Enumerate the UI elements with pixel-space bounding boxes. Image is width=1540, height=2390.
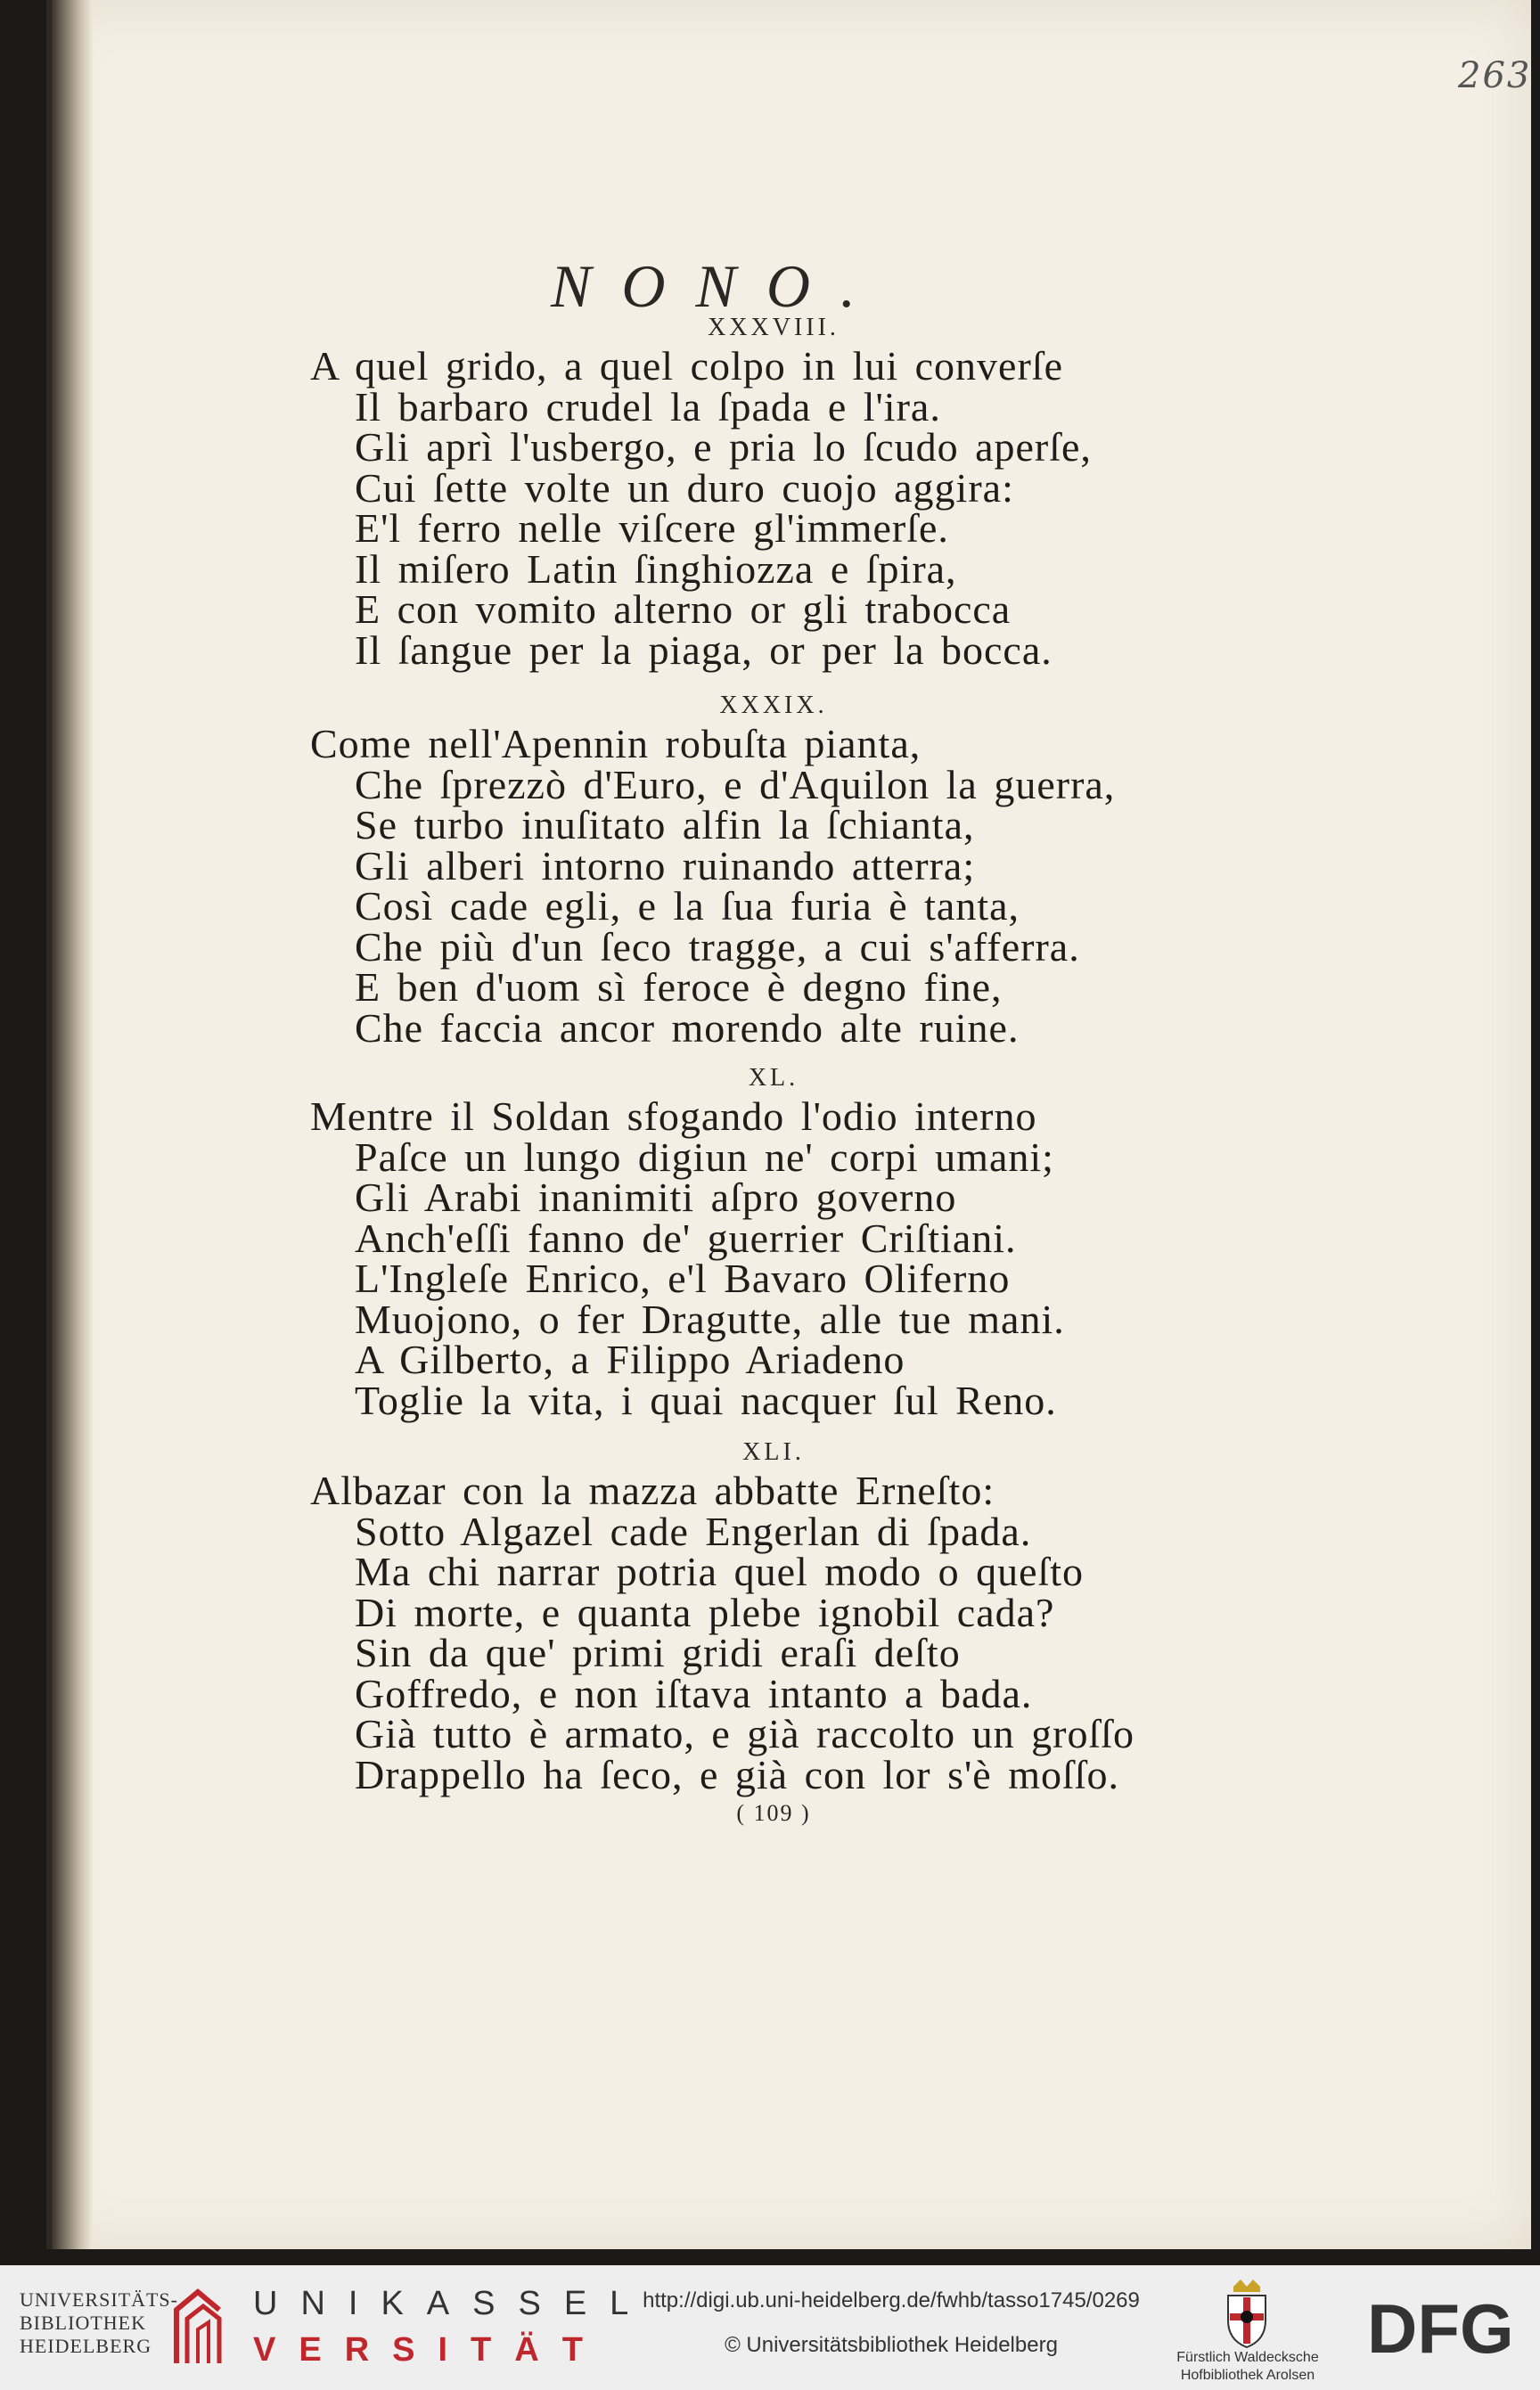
- page-gutter: [52, 0, 93, 2249]
- verse-line: Toglie la vita, i quai nacquer ſul Reno.: [355, 1377, 1057, 1423]
- crest-icon: [1216, 2278, 1278, 2349]
- verse-line: E con vomito alterno or gli trabocca: [355, 586, 1012, 632]
- verse-line: Che ſprezzò d'Euro, e d'Aquilon la guerra,: [355, 761, 1116, 807]
- verse-line: Che più d'un ſeco tragge, a cui s'afferra.: [355, 923, 1080, 970]
- stanza-xl: [310, 1093, 1290, 1423]
- verse-line: Se turbo inuſitato alfin la ſchianta,: [355, 802, 975, 847]
- folio-pencil-mark: 263: [1458, 55, 1532, 96]
- verse-line: Il ſangue per la piaga, or per la bocca.: [355, 626, 1053, 673]
- verse-line: Drappello ha ſeco, e già con lor s'è moſſo.: [355, 1751, 1120, 1797]
- page-number: ( 109 ): [736, 1800, 811, 1826]
- verse-line: E ben d'uom sì feroce è degno fine,: [355, 964, 1003, 1010]
- fwhb-name: [1150, 2349, 1346, 2385]
- fwhb-name-line: Hofbibliothek Arolsen: [1180, 2368, 1315, 2383]
- verse-line: Già tutto è armato, e già raccolto un groſſo: [355, 1711, 1135, 1756]
- verse-line: Sotto Algazel cade Engerlan di ſpada.: [355, 1508, 1032, 1554]
- stanza-number: XXXIX.: [719, 692, 828, 719]
- fwhb-name-line: Fürstlich Waldecksche: [1176, 2350, 1319, 2365]
- library-name-line: BIBLIOTHEK: [20, 2312, 146, 2334]
- stanza-number: XL.: [748, 1064, 799, 1092]
- book-page: [46, 0, 1531, 2249]
- verse-line: A Gilberto, a Filippo Ariadeno: [355, 1337, 905, 1382]
- copyright-notice: © Universitätsbibliothek Heidelberg: [725, 2333, 1058, 2357]
- uni-kassel-logo-top: UNIKASSEL: [253, 2285, 652, 2322]
- stanza-xxxix: [310, 721, 1290, 1051]
- verse-line: Cui ſette volte un duro cuojo aggira:: [355, 464, 1014, 511]
- verse-line: A quel grido, a quel colpo in lui converſe: [310, 343, 1063, 389]
- heidelberg-logo-icon: [159, 2283, 237, 2372]
- verse-line: Anch'eſſi fanno de' guerrier Criſtiani.: [355, 1215, 1017, 1261]
- stanza-xxxviii: [310, 343, 1290, 673]
- verse-line: E'l ferro nelle viſcere gl'immerſe.: [355, 505, 949, 551]
- verse-line: Il barbaro crudel la ſpada e l'ira.: [355, 383, 941, 430]
- verse-line: Sin da que' primi gridi eraſi deſto: [355, 1630, 961, 1675]
- stanza-number: XXXVIII.: [708, 314, 840, 341]
- source-url-link[interactable]: http://digi.ub.uni-heidelberg.de/fwhb/tasso1745/0269: [643, 2288, 1140, 2312]
- library-name-line: UNIVERSITÄTS-: [20, 2288, 178, 2311]
- verse-line: Come nell'Apennin robuſta pianta,: [310, 721, 922, 766]
- verse-line: Muojono, o fer Dragutte, alle tue mani.: [355, 1296, 1065, 1342]
- verse-line: Goffredo, e non iſtava intanto a bada.: [355, 1670, 1033, 1716]
- verse-line: Albazar con la mazza abbatte Erneſto:: [310, 1468, 995, 1513]
- footer-bar: [0, 2265, 1540, 2390]
- uni-kassel-logo-bottom: VERSITÄT: [253, 2331, 606, 2369]
- library-name-line: HEIDELBERG: [20, 2335, 152, 2357]
- stanza-xli: [310, 1470, 1290, 1795]
- verse-line: Ma chi narrar potria quel modo o queſto: [355, 1549, 1085, 1594]
- verse-line: Mentre il Soldan sfogando l'odio interno: [310, 1093, 1037, 1139]
- library-name: [20, 2288, 178, 2358]
- verse-line: Gli aprì l'usbergo, e pria lo ſcudo aperſe,: [355, 424, 1092, 470]
- stanza-number: XLI.: [742, 1438, 805, 1466]
- verse-line: Di morte, e quanta plebe ignobil cada?: [355, 1589, 1055, 1635]
- verse-line: L'Ingleſe Enrico, e'l Bavaro Oliferno: [355, 1256, 1011, 1301]
- running-head: NONO.: [551, 252, 886, 320]
- dfg-logo-text: DFG: [1367, 2289, 1514, 2367]
- verse-line: Paſce un lungo digiun ne' corpi umani;: [355, 1134, 1054, 1180]
- verse-line: Gli Arabi inanimiti aſpro governo: [355, 1175, 957, 1220]
- verse-line: Che faccia ancor morendo alte ruine.: [355, 1004, 1020, 1051]
- dfg-logo-icon: [1364, 2287, 1524, 2367]
- verse-line: Il miſero Latin ſinghiozza e ſpira,: [355, 545, 957, 592]
- verse-line: Così cade egli, e la ſua furia è tanta,: [355, 883, 1020, 929]
- verse-line: Gli alberi intorno ruinando atterra;: [355, 842, 976, 888]
